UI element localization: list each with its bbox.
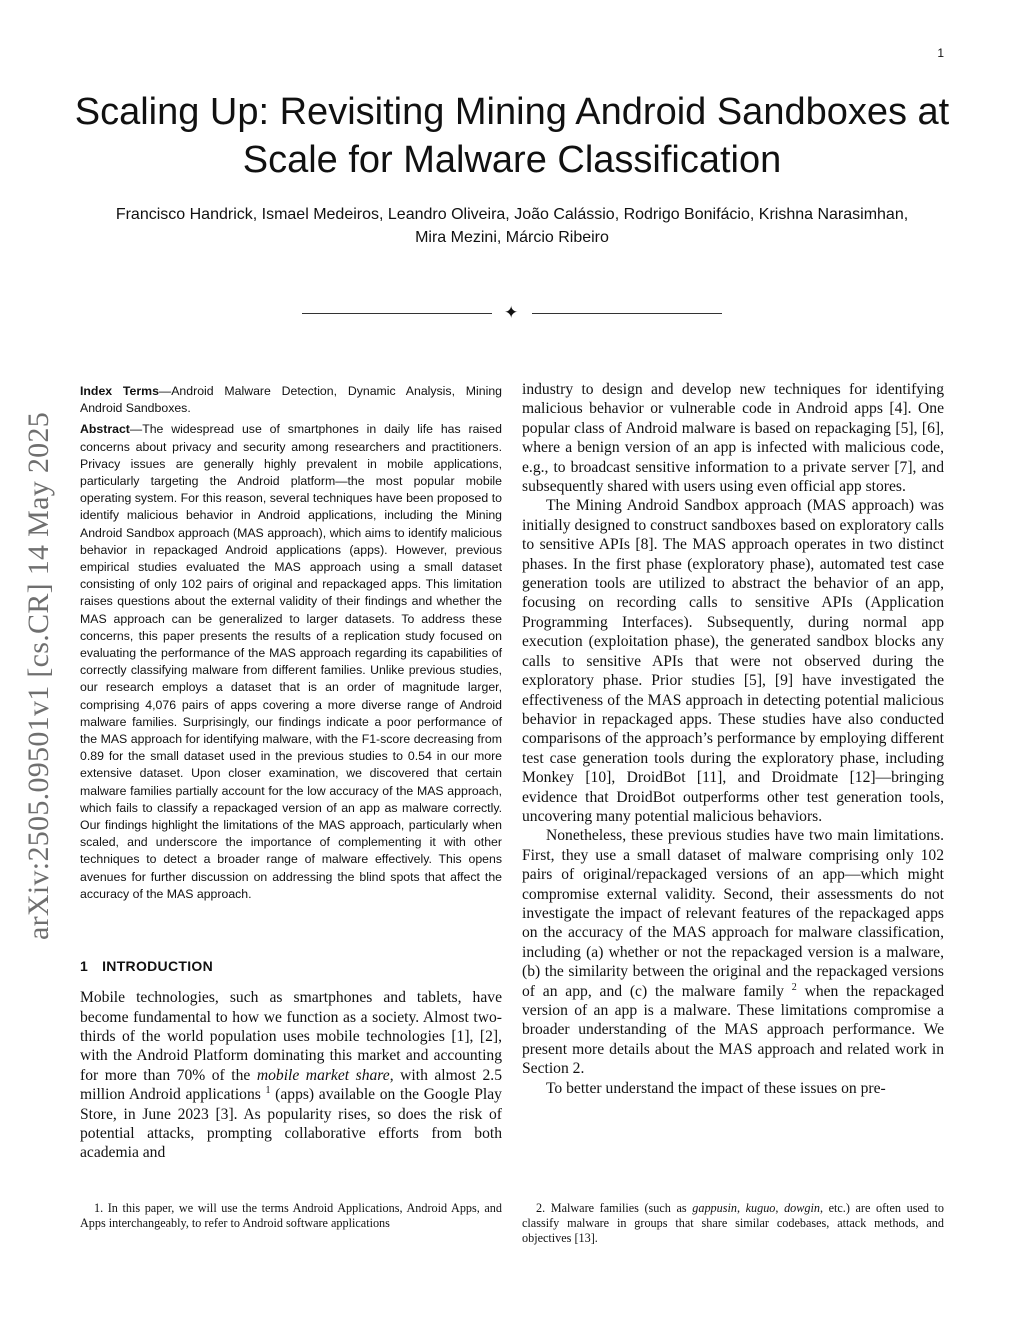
malware-family-name: dowgin — [784, 1201, 820, 1215]
footnote-2 — [522, 1201, 944, 1246]
intro-text-segment: , with almost 2.5 million Android applications — [80, 1066, 502, 1104]
section-heading-introduction — [80, 958, 502, 974]
footnote-1 — [80, 1201, 502, 1231]
intro-paragraph-final: To better understand the impact of these issues on pre- — [546, 1079, 886, 1097]
separator: , — [736, 1201, 746, 1215]
intro-text-segment: (apps) available on the Google Play Store, in June 2023 [3]. As popularity rises, so does the risk of potential attacks, prompting collaborative efforts from both academia and — [80, 1086, 502, 1162]
malware-family-name: gappusin — [692, 1201, 737, 1215]
intro-paragraph-mas: The Mining Android Sandbox approach (MAS approach) was initially designed to construct sandboxes based on exploratory calls to sensitive APIs [8]. The MAS approach operates in two distinct phases. In the first phase (exploratory phase), automated test case generation tools are utilized to abstract the behavior of an app, focusing on recording calls to sensitive APIs (Application Programming Interfaces). Subsequently, during normal app execution (exploitation phase), the generated sandbox blocks any calls to sensitive APIs that were not observed during the exploratory phase. Prior studies [5], [9] have investigated the effectiveness of the MAS approach in detecting potential malicious behavior in repackaged apps. These studies have also conducted comparisons of the approach’s performance by employing different test case generation tools during the exploratory phase, including Monkey [10], DroidBot [11], and Droidmate [12]—bringing evidence that DroidBot outperforms other test generation tools, uncovering many potential malicious behaviors. — [522, 497, 944, 825]
page-number: 1 — [937, 46, 944, 60]
intro-text-segment: Mobile technologies, such as smartphones and tablets, have become fundamental to how we function as a society. Almost two-thirds of the world population uses mobile technologies [1], [2], with the Android Platform dominating this market and accounting for more than 70% of the — [80, 989, 502, 1084]
footnote-marker: 1 — [265, 1084, 271, 1096]
section-title: INTRODUCTION — [102, 958, 214, 975]
abstract — [80, 421, 502, 903]
index-terms-label: Index Terms — [80, 384, 159, 398]
arxiv-identifier-stamp: arXiv:2505.09501v1 [cs.CR] 14 May 2025 — [22, 411, 55, 940]
left-column — [80, 383, 502, 1163]
footnote-2-text: , etc.) are often used to classify malware in groups that share similar codebases, attack methods, and objectives [13]. — [522, 1201, 945, 1245]
paper-title: Scaling Up: Revisiting Mining Android Sandboxes at Scale for Malware Classification — [74, 91, 950, 181]
intro-text-segment: when the repackaged version of an app is a malware. These limitations compromise a broader understanding of the MAS approach performance. We present more details about the MAS approach and related work in Section 2. — [522, 982, 944, 1078]
index-terms — [80, 383, 502, 417]
title-divider — [302, 303, 722, 322]
diamond-ornament-icon: ✦ — [504, 303, 519, 322]
emphasized-term: mobile market share — [256, 1066, 390, 1084]
section-number: 1 — [80, 958, 89, 975]
footnote-2-text: 2. Malware families (such as — [536, 1201, 693, 1215]
intro-paragraph-limitations — [522, 826, 944, 1078]
intro-text-segment: Nonetheless, these previous studies have two main limitations. First, they use a small dataset of malware comprising only 102 pairs of original/repackaged versions of an app—which might compromise external validity. Second, their assessments do not investigate the impact of relevant features of the repackaged apps on the accuracy of the MAS approach for malware classification, including (a) whether or not the repackaged version is a malware, (b) the similarity between the original and the repackaged versions of an app, and (c) the malware family — [522, 827, 944, 1000]
divider-line-left — [302, 313, 492, 314]
divider-line-right — [532, 313, 722, 314]
intro-paragraph-continued: industry to design and develop new techniques for identifying malicious behavior or vulnerable code in Android apps [4]. One popular class of Android malware is based on repackaging [5], [6], where a benign version of an app is infected with malicious code, e.g., to broadcast sensitive information to a private server [7], and subsequently shared with users using even official app stores. — [522, 381, 944, 496]
footnote-marker: 2 — [791, 981, 797, 993]
separator: , — [775, 1201, 785, 1215]
footnote-1-text: 1. In this paper, we will use the terms Android Applications, Android Apps, and Apps interchangeably, to refer to Android software applications — [80, 1201, 502, 1230]
right-column — [522, 380, 944, 1098]
intro-paragraph-1 — [80, 988, 502, 1163]
abstract-block — [80, 383, 502, 903]
abstract-label: Abstract — [80, 422, 130, 437]
malware-family-name: kuguo — [745, 1201, 776, 1215]
author-list: Francisco Handrick, Ismael Medeiros, Leandro Oliveira, João Calássio, Rodrigo Bonifácio, Krishna Narasimhan, Mira Mezini, Márcio Ribeiro — [115, 206, 909, 246]
index-terms-text: —Android Malware Detection, Dynamic Analysis, Mining Android Sandboxes. — [80, 384, 503, 416]
abstract-text: —The widespread use of smartphones in daily life has raised concerns about privacy and security among researchers and practitioners. Privacy issues are generally highly prevalent in mobile applications, particularly targeting the Android platform—the most popular mobile operating system. For this reason, several techniques have been proposed to identify malicious behavior in Android applications, including the Mining Android Sandbox approach (MAS approach), which aims to identify malicious behavior in repackaged Android applications (apps). However, previous empirical studies evaluated the MAS approach using a small dataset consisting of only 102 pairs of original and repackaged apps. This limitation raises questions about the external validity of their findings and whether the MAS approach can be generalized to larger datasets. To address these concerns, this paper presents the results of a replication study focused on evaluating the performance of the MAS approach regarding its capabilities of correctly classifying malware from different families. Unlike previous studies, our research employs a dataset that is an order of magnitude larger, comprising 4,076 pairs of apps covering a more diverse range of Android malware families. Surprisingly, our findings indicate a poor performance of the MAS approach for identifying malware, with the F1-score decreasing from 0.89 for the small dataset used in the previous studies to 0.54 in our more extensive dataset. Upon closer examination, we discovered that certain malware families partially account for the low accuracy of the MAS approach, which fails to classify a repackaged version of an app as malware correctly. Our findings highlight the limitations of the MAS approach, particularly when scaled, and underscore the importance of complementing it with other techniques to detect a broader range of malware effectively. This opens avenues for further discussion on addressing the blind spots that affect the accuracy of the MAS approach. — [80, 422, 502, 901]
